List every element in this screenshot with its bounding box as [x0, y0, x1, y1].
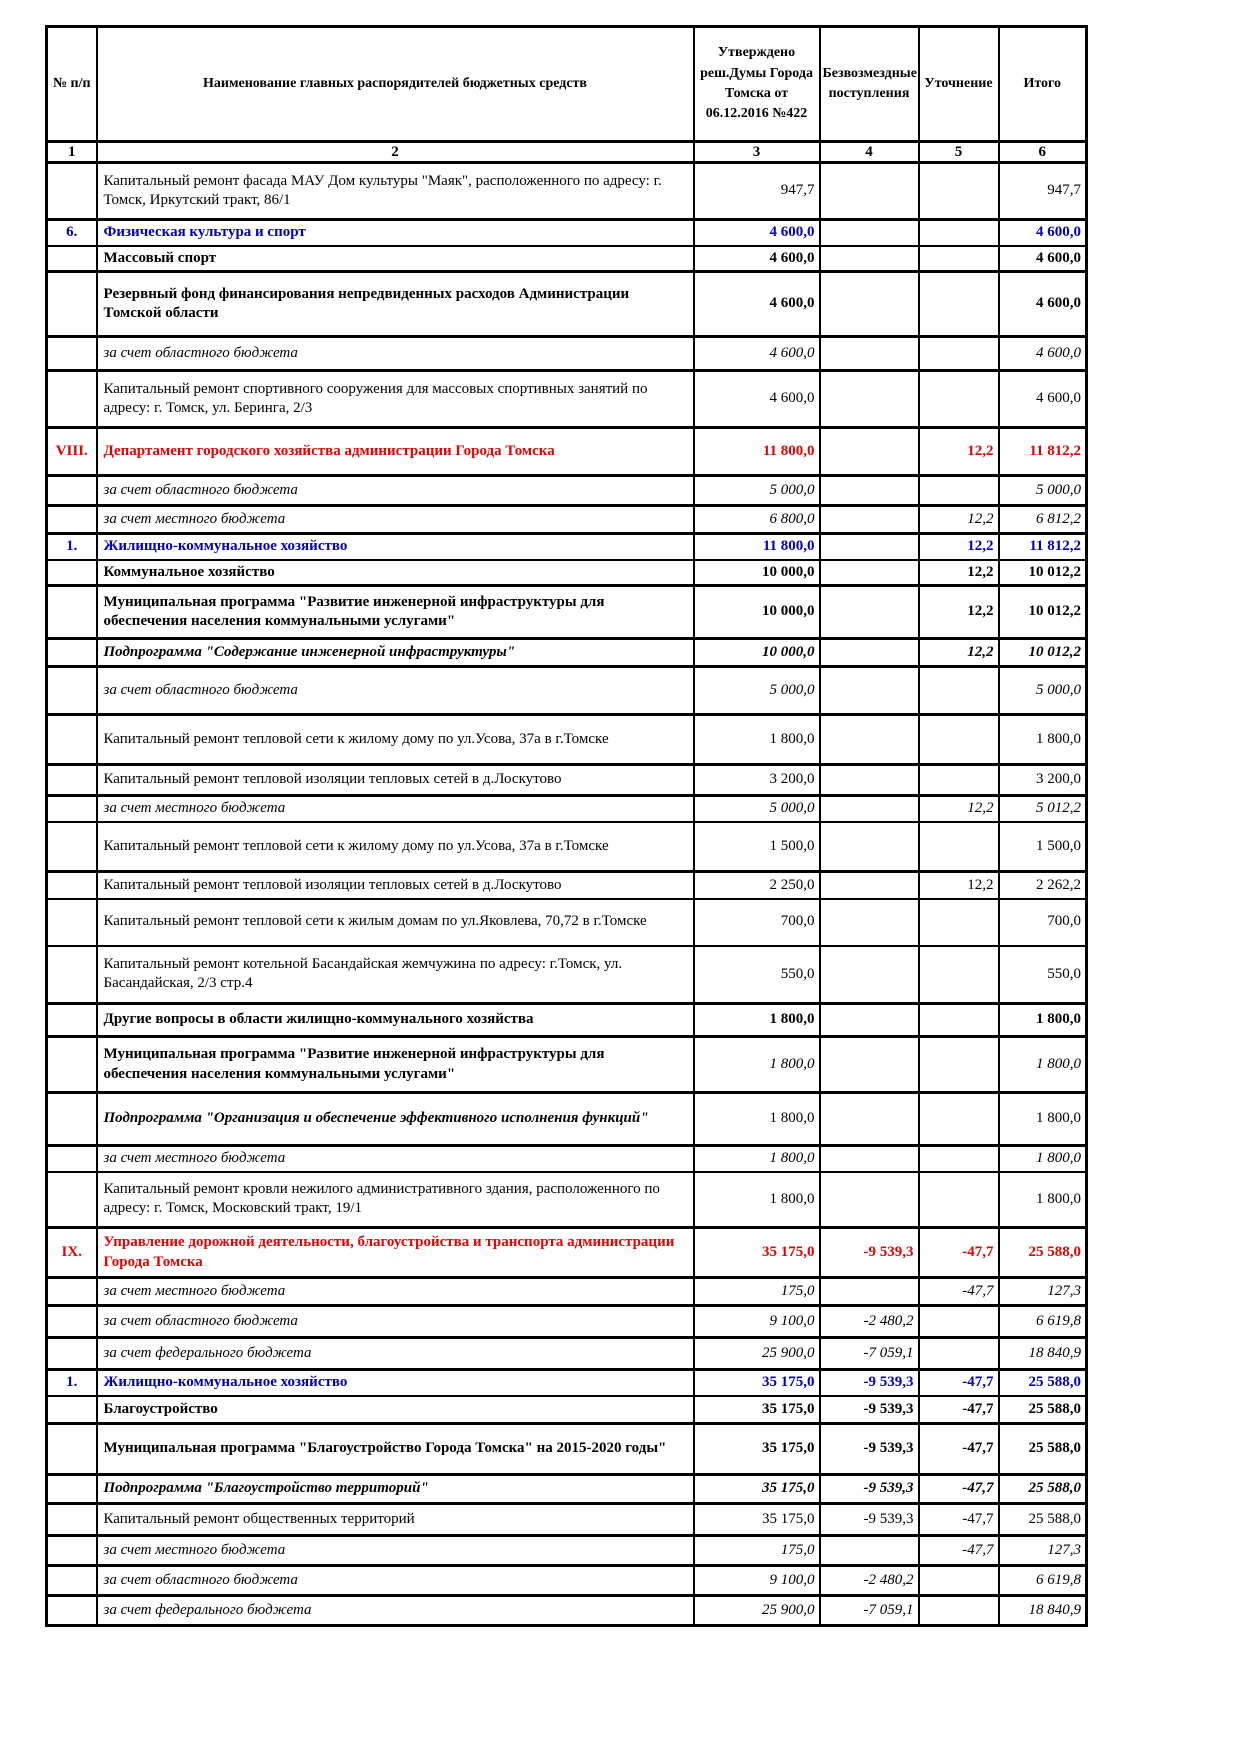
column-number-6: 6	[999, 142, 1087, 163]
approved-value-cell: 10 000,0	[694, 560, 820, 586]
row-number-cell	[47, 1396, 97, 1424]
approved-value-cell: 9 100,0	[694, 1566, 820, 1596]
adjustment-value-cell: -47,7	[919, 1504, 999, 1536]
row-name-cell: за счет местного бюджета	[97, 1536, 694, 1566]
adjustment-value-cell	[919, 946, 999, 1004]
row-number-cell	[47, 1566, 97, 1596]
adjustment-value-cell	[919, 1146, 999, 1172]
total-value-cell: 1 800,0	[999, 1037, 1087, 1093]
gratuitous-value-cell	[820, 220, 919, 246]
table-row	[47, 428, 1087, 476]
table-row	[47, 1004, 1087, 1037]
adjustment-value-cell	[919, 1566, 999, 1596]
column-numbers-row	[47, 142, 1087, 163]
adjustment-value-cell	[919, 272, 999, 337]
row-number-cell	[47, 1475, 97, 1504]
row-number-cell	[47, 715, 97, 765]
row-name-cell: Капитальный ремонт спортивного сооружения для массовых спортивных занятий по адресу: г. Томск, ул. Беринга, 2/3	[97, 371, 694, 428]
gratuitous-value-cell: -9 539,3	[820, 1475, 919, 1504]
total-value-cell: 1 800,0	[999, 1004, 1087, 1037]
approved-value-cell: 9 100,0	[694, 1306, 820, 1338]
approved-value-cell: 35 175,0	[694, 1475, 820, 1504]
gratuitous-value-cell	[820, 715, 919, 765]
gratuitous-value-cell: -9 539,3	[820, 1396, 919, 1424]
row-name-cell: Капитальный ремонт тепловой изоляции тепловых сетей в д.Лоскутово	[97, 872, 694, 899]
row-name-cell: Жилищно-коммунальное хозяйство	[97, 534, 694, 560]
document-sheet	[45, 25, 1085, 1627]
approved-value-cell: 4 600,0	[694, 337, 820, 371]
approved-value-cell: 1 800,0	[694, 1172, 820, 1228]
column-header-name: Наименование главных распорядителей бюджетных средств	[97, 27, 694, 142]
row-name-cell: Муниципальная программа "Развитие инженерной инфраструктуры для обеспечения населения коммунальными услугами"	[97, 586, 694, 639]
approved-value-cell: 1 800,0	[694, 1093, 820, 1146]
total-value-cell: 127,3	[999, 1278, 1087, 1306]
gratuitous-value-cell	[820, 476, 919, 506]
row-name-cell: Другие вопросы в области жилищно-коммунального хозяйства	[97, 1004, 694, 1037]
adjustment-value-cell: -47,7	[919, 1536, 999, 1566]
gratuitous-value-cell	[820, 822, 919, 872]
total-value-cell: 4 600,0	[999, 337, 1087, 371]
gratuitous-value-cell	[820, 1146, 919, 1172]
approved-value-cell: 25 900,0	[694, 1338, 820, 1370]
row-name-cell: Жилищно-коммунальное хозяйство	[97, 1370, 694, 1396]
approved-value-cell: 35 175,0	[694, 1424, 820, 1475]
row-name-cell: за счет областного бюджета	[97, 1306, 694, 1338]
approved-value-cell: 175,0	[694, 1278, 820, 1306]
approved-value-cell: 5 000,0	[694, 796, 820, 822]
total-value-cell: 4 600,0	[999, 220, 1087, 246]
total-value-cell: 4 600,0	[999, 246, 1087, 272]
row-number-cell	[47, 667, 97, 715]
total-value-cell: 4 600,0	[999, 371, 1087, 428]
total-value-cell: 700,0	[999, 899, 1087, 946]
total-value-cell: 11 812,2	[999, 534, 1087, 560]
total-value-cell: 5 012,2	[999, 796, 1087, 822]
row-number-cell: IX.	[47, 1228, 97, 1278]
adjustment-value-cell	[919, 1338, 999, 1370]
row-number-cell	[47, 1278, 97, 1306]
table-row	[47, 371, 1087, 428]
table-row	[47, 639, 1087, 667]
table-row	[47, 1536, 1087, 1566]
row-number-cell	[47, 1424, 97, 1475]
row-name-cell: за счет областного бюджета	[97, 667, 694, 715]
approved-value-cell: 175,0	[694, 1536, 820, 1566]
gratuitous-value-cell: -9 539,3	[820, 1370, 919, 1396]
table-row	[47, 1504, 1087, 1536]
total-value-cell: 4 600,0	[999, 272, 1087, 337]
row-name-cell: Капитальный ремонт общественных территорий	[97, 1504, 694, 1536]
table-row	[47, 163, 1087, 220]
gratuitous-value-cell	[820, 796, 919, 822]
row-name-cell: за счет областного бюджета	[97, 337, 694, 371]
approved-value-cell: 25 900,0	[694, 1596, 820, 1626]
header-row	[47, 27, 1087, 142]
row-name-cell: Коммунальное хозяйство	[97, 560, 694, 586]
table-row	[47, 1146, 1087, 1172]
gratuitous-value-cell	[820, 428, 919, 476]
gratuitous-value-cell	[820, 946, 919, 1004]
row-name-cell: Капитальный ремонт тепловой сети к жилым домам по ул.Яковлева, 70,72 в г.Томске	[97, 899, 694, 946]
table-row	[47, 506, 1087, 534]
gratuitous-value-cell	[820, 1093, 919, 1146]
row-name-cell: Массовый спорт	[97, 246, 694, 272]
table-row	[47, 476, 1087, 506]
table-row	[47, 1475, 1087, 1504]
approved-value-cell: 947,7	[694, 163, 820, 220]
total-value-cell: 5 000,0	[999, 667, 1087, 715]
approved-value-cell: 10 000,0	[694, 586, 820, 639]
row-number-cell	[47, 586, 97, 639]
approved-value-cell: 10 000,0	[694, 639, 820, 667]
total-value-cell: 1 800,0	[999, 1093, 1087, 1146]
table-row	[47, 899, 1087, 946]
column-header-approved: Утверждено реш.Думы Города Томска от 06.12.2016 №422	[694, 27, 820, 142]
adjustment-value-cell: -47,7	[919, 1278, 999, 1306]
table-row	[47, 220, 1087, 246]
gratuitous-value-cell	[820, 560, 919, 586]
table-row	[47, 560, 1087, 586]
column-header-adjustment: Уточнение	[919, 27, 999, 142]
adjustment-value-cell	[919, 476, 999, 506]
gratuitous-value-cell: -2 480,2	[820, 1306, 919, 1338]
row-name-cell: Капитальный ремонт кровли нежилого административного здания, расположенного по адресу: г. Томск, Московский тракт, 19/1	[97, 1172, 694, 1228]
row-number-cell	[47, 899, 97, 946]
row-name-cell: Капитальный ремонт тепловой изоляции тепловых сетей в д.Лоскутово	[97, 765, 694, 796]
row-number-cell: VIII.	[47, 428, 97, 476]
table-row	[47, 586, 1087, 639]
row-number-cell	[47, 1172, 97, 1228]
approved-value-cell: 5 000,0	[694, 476, 820, 506]
gratuitous-value-cell	[820, 506, 919, 534]
row-number-cell	[47, 765, 97, 796]
adjustment-value-cell: 12,2	[919, 534, 999, 560]
adjustment-value-cell	[919, 1306, 999, 1338]
table-row	[47, 1338, 1087, 1370]
adjustment-value-cell	[919, 765, 999, 796]
adjustment-value-cell: -47,7	[919, 1475, 999, 1504]
approved-value-cell: 5 000,0	[694, 667, 820, 715]
row-number-cell	[47, 822, 97, 872]
total-value-cell: 3 200,0	[999, 765, 1087, 796]
approved-value-cell: 1 800,0	[694, 1146, 820, 1172]
row-number-cell	[47, 1504, 97, 1536]
row-number-cell	[47, 639, 97, 667]
row-number-cell	[47, 796, 97, 822]
approved-value-cell: 4 600,0	[694, 272, 820, 337]
gratuitous-value-cell	[820, 899, 919, 946]
table-row	[47, 822, 1087, 872]
table-row	[47, 872, 1087, 899]
adjustment-value-cell	[919, 1004, 999, 1037]
column-number-4: 4	[820, 142, 919, 163]
approved-value-cell: 11 800,0	[694, 534, 820, 560]
total-value-cell: 25 588,0	[999, 1475, 1087, 1504]
approved-value-cell: 4 600,0	[694, 246, 820, 272]
row-name-cell: Подпрограмма "Организация и обеспечение эффективного исполнения функций"	[97, 1093, 694, 1146]
total-value-cell: 10 012,2	[999, 639, 1087, 667]
gratuitous-value-cell	[820, 1172, 919, 1228]
table-row	[47, 946, 1087, 1004]
adjustment-value-cell: -47,7	[919, 1228, 999, 1278]
adjustment-value-cell	[919, 822, 999, 872]
approved-value-cell: 1 500,0	[694, 822, 820, 872]
table-row	[47, 1370, 1087, 1396]
table-row	[47, 337, 1087, 371]
adjustment-value-cell	[919, 715, 999, 765]
gratuitous-value-cell	[820, 765, 919, 796]
row-name-cell: за счет местного бюджета	[97, 796, 694, 822]
adjustment-value-cell: 12,2	[919, 428, 999, 476]
row-name-cell: Капитальный ремонт тепловой сети к жилому дому по ул.Усова, 37а в г.Томске	[97, 715, 694, 765]
table-row	[47, 1566, 1087, 1596]
adjustment-value-cell: 12,2	[919, 796, 999, 822]
adjustment-value-cell	[919, 1093, 999, 1146]
adjustment-value-cell	[919, 899, 999, 946]
adjustment-value-cell: -47,7	[919, 1424, 999, 1475]
column-number-2: 2	[97, 142, 694, 163]
total-value-cell: 6 619,8	[999, 1566, 1087, 1596]
gratuitous-value-cell	[820, 272, 919, 337]
total-value-cell: 25 588,0	[999, 1396, 1087, 1424]
total-value-cell: 18 840,9	[999, 1338, 1087, 1370]
table-row	[47, 765, 1087, 796]
adjustment-value-cell	[919, 163, 999, 220]
gratuitous-value-cell	[820, 1037, 919, 1093]
total-value-cell: 1 500,0	[999, 822, 1087, 872]
adjustment-value-cell	[919, 1172, 999, 1228]
gratuitous-value-cell: -7 059,1	[820, 1596, 919, 1626]
gratuitous-value-cell	[820, 586, 919, 639]
table-row	[47, 1596, 1087, 1626]
row-name-cell: Подпрограмма "Содержание инженерной инфраструктуры"	[97, 639, 694, 667]
gratuitous-value-cell: -9 539,3	[820, 1424, 919, 1475]
gratuitous-value-cell	[820, 1004, 919, 1037]
row-number-cell	[47, 337, 97, 371]
row-number-cell	[47, 1037, 97, 1093]
approved-value-cell: 4 600,0	[694, 371, 820, 428]
table-row	[47, 246, 1087, 272]
gratuitous-value-cell	[820, 534, 919, 560]
adjustment-value-cell	[919, 371, 999, 428]
row-number-cell	[47, 1093, 97, 1146]
table-row	[47, 1278, 1087, 1306]
table-row	[47, 796, 1087, 822]
table-row	[47, 1306, 1087, 1338]
adjustment-value-cell	[919, 337, 999, 371]
row-name-cell: за счет местного бюджета	[97, 1146, 694, 1172]
approved-value-cell: 35 175,0	[694, 1228, 820, 1278]
table-row	[47, 667, 1087, 715]
row-number-cell	[47, 1338, 97, 1370]
total-value-cell: 6 619,8	[999, 1306, 1087, 1338]
table-row	[47, 534, 1087, 560]
adjustment-value-cell	[919, 246, 999, 272]
approved-value-cell: 6 800,0	[694, 506, 820, 534]
adjustment-value-cell	[919, 220, 999, 246]
row-name-cell: Муниципальная программа "Развитие инженерной инфраструктуры для обеспечения населения коммунальными услугами"	[97, 1037, 694, 1093]
row-name-cell: Управление дорожной деятельности, благоустройства и транспорта администрации Города Томска	[97, 1228, 694, 1278]
adjustment-value-cell	[919, 1596, 999, 1626]
row-number-cell: 1.	[47, 534, 97, 560]
row-number-cell	[47, 272, 97, 337]
total-value-cell: 25 588,0	[999, 1228, 1087, 1278]
row-name-cell: за счет областного бюджета	[97, 476, 694, 506]
gratuitous-value-cell: -9 539,3	[820, 1504, 919, 1536]
row-number-cell	[47, 506, 97, 534]
total-value-cell: 127,3	[999, 1536, 1087, 1566]
total-value-cell: 1 800,0	[999, 1172, 1087, 1228]
total-value-cell: 550,0	[999, 946, 1087, 1004]
table-row	[47, 1396, 1087, 1424]
row-name-cell: за счет областного бюджета	[97, 1566, 694, 1596]
table-row	[47, 1424, 1087, 1475]
gratuitous-value-cell	[820, 246, 919, 272]
gratuitous-value-cell	[820, 1536, 919, 1566]
gratuitous-value-cell	[820, 872, 919, 899]
total-value-cell: 25 588,0	[999, 1370, 1087, 1396]
table-row	[47, 1037, 1087, 1093]
approved-value-cell: 4 600,0	[694, 220, 820, 246]
row-number-cell	[47, 946, 97, 1004]
total-value-cell: 2 262,2	[999, 872, 1087, 899]
row-number-cell	[47, 872, 97, 899]
gratuitous-value-cell	[820, 1278, 919, 1306]
row-number-cell	[47, 371, 97, 428]
approved-value-cell: 35 175,0	[694, 1396, 820, 1424]
total-value-cell: 10 012,2	[999, 560, 1087, 586]
column-header-gratuitous: Безвозмездные поступления	[820, 27, 919, 142]
total-value-cell: 11 812,2	[999, 428, 1087, 476]
gratuitous-value-cell: -2 480,2	[820, 1566, 919, 1596]
gratuitous-value-cell	[820, 371, 919, 428]
row-number-cell	[47, 163, 97, 220]
approved-value-cell: 1 800,0	[694, 715, 820, 765]
row-name-cell: Муниципальная программа "Благоустройство Города Томска" на 2015-2020 годы"	[97, 1424, 694, 1475]
approved-value-cell: 35 175,0	[694, 1370, 820, 1396]
row-number-cell	[47, 246, 97, 272]
gratuitous-value-cell	[820, 667, 919, 715]
table-row	[47, 1093, 1087, 1146]
adjustment-value-cell: 12,2	[919, 639, 999, 667]
approved-value-cell: 11 800,0	[694, 428, 820, 476]
gratuitous-value-cell: -7 059,1	[820, 1338, 919, 1370]
row-number-cell	[47, 1596, 97, 1626]
row-number-cell	[47, 476, 97, 506]
gratuitous-value-cell	[820, 163, 919, 220]
row-name-cell: Капитальный ремонт фасада МАУ Дом культуры "Маяк", расположенного по адресу: г. Томск, Иркутский тракт, 86/1	[97, 163, 694, 220]
table-body	[47, 163, 1087, 1626]
column-number-1: 1	[47, 142, 97, 163]
row-number-cell: 6.	[47, 220, 97, 246]
approved-value-cell: 2 250,0	[694, 872, 820, 899]
adjustment-value-cell	[919, 1037, 999, 1093]
row-number-cell: 1.	[47, 1370, 97, 1396]
gratuitous-value-cell	[820, 639, 919, 667]
total-value-cell: 10 012,2	[999, 586, 1087, 639]
total-value-cell: 18 840,9	[999, 1596, 1087, 1626]
approved-value-cell: 3 200,0	[694, 765, 820, 796]
table-header	[47, 27, 1087, 163]
adjustment-value-cell: 12,2	[919, 586, 999, 639]
adjustment-value-cell: -47,7	[919, 1370, 999, 1396]
table-row	[47, 715, 1087, 765]
row-name-cell: Департамент городского хозяйства администрации Города Томска	[97, 428, 694, 476]
approved-value-cell: 1 800,0	[694, 1004, 820, 1037]
total-value-cell: 6 812,2	[999, 506, 1087, 534]
row-name-cell: за счет местного бюджета	[97, 1278, 694, 1306]
row-name-cell: за счет местного бюджета	[97, 506, 694, 534]
table-row	[47, 1172, 1087, 1228]
table-row	[47, 1228, 1087, 1278]
total-value-cell: 947,7	[999, 163, 1087, 220]
budget-table	[45, 25, 1088, 1627]
adjustment-value-cell: 12,2	[919, 560, 999, 586]
total-value-cell: 25 588,0	[999, 1504, 1087, 1536]
row-name-cell: Благоустройство	[97, 1396, 694, 1424]
row-number-cell	[47, 1536, 97, 1566]
column-number-5: 5	[919, 142, 999, 163]
adjustment-value-cell: -47,7	[919, 1396, 999, 1424]
gratuitous-value-cell	[820, 337, 919, 371]
total-value-cell: 1 800,0	[999, 715, 1087, 765]
approved-value-cell: 35 175,0	[694, 1504, 820, 1536]
column-header-total: Итого	[999, 27, 1087, 142]
approved-value-cell: 700,0	[694, 899, 820, 946]
table-row	[47, 272, 1087, 337]
row-number-cell	[47, 1004, 97, 1037]
total-value-cell: 5 000,0	[999, 476, 1087, 506]
adjustment-value-cell	[919, 667, 999, 715]
row-name-cell: за счет федерального бюджета	[97, 1338, 694, 1370]
adjustment-value-cell: 12,2	[919, 872, 999, 899]
approved-value-cell: 1 800,0	[694, 1037, 820, 1093]
total-value-cell: 25 588,0	[999, 1424, 1087, 1475]
adjustment-value-cell: 12,2	[919, 506, 999, 534]
row-name-cell: Физическая культура и спорт	[97, 220, 694, 246]
total-value-cell: 1 800,0	[999, 1146, 1087, 1172]
row-number-cell	[47, 560, 97, 586]
row-number-cell	[47, 1146, 97, 1172]
column-header-num: № п/п	[47, 27, 97, 142]
row-name-cell: Капитальный ремонт тепловой сети к жилому дому по ул.Усова, 37а в г.Томске	[97, 822, 694, 872]
row-name-cell: Подпрограмма "Благоустройство территорий"	[97, 1475, 694, 1504]
row-name-cell: Резервный фонд финансирования непредвиденных расходов Администрации Томской области	[97, 272, 694, 337]
column-number-3: 3	[694, 142, 820, 163]
approved-value-cell: 550,0	[694, 946, 820, 1004]
gratuitous-value-cell: -9 539,3	[820, 1228, 919, 1278]
row-number-cell	[47, 1306, 97, 1338]
row-name-cell: за счет федерального бюджета	[97, 1596, 694, 1626]
row-name-cell: Капитальный ремонт котельной Басандайская жемчужина по адресу: г.Томск, ул. Басандайская, 2/3 стр.4	[97, 946, 694, 1004]
